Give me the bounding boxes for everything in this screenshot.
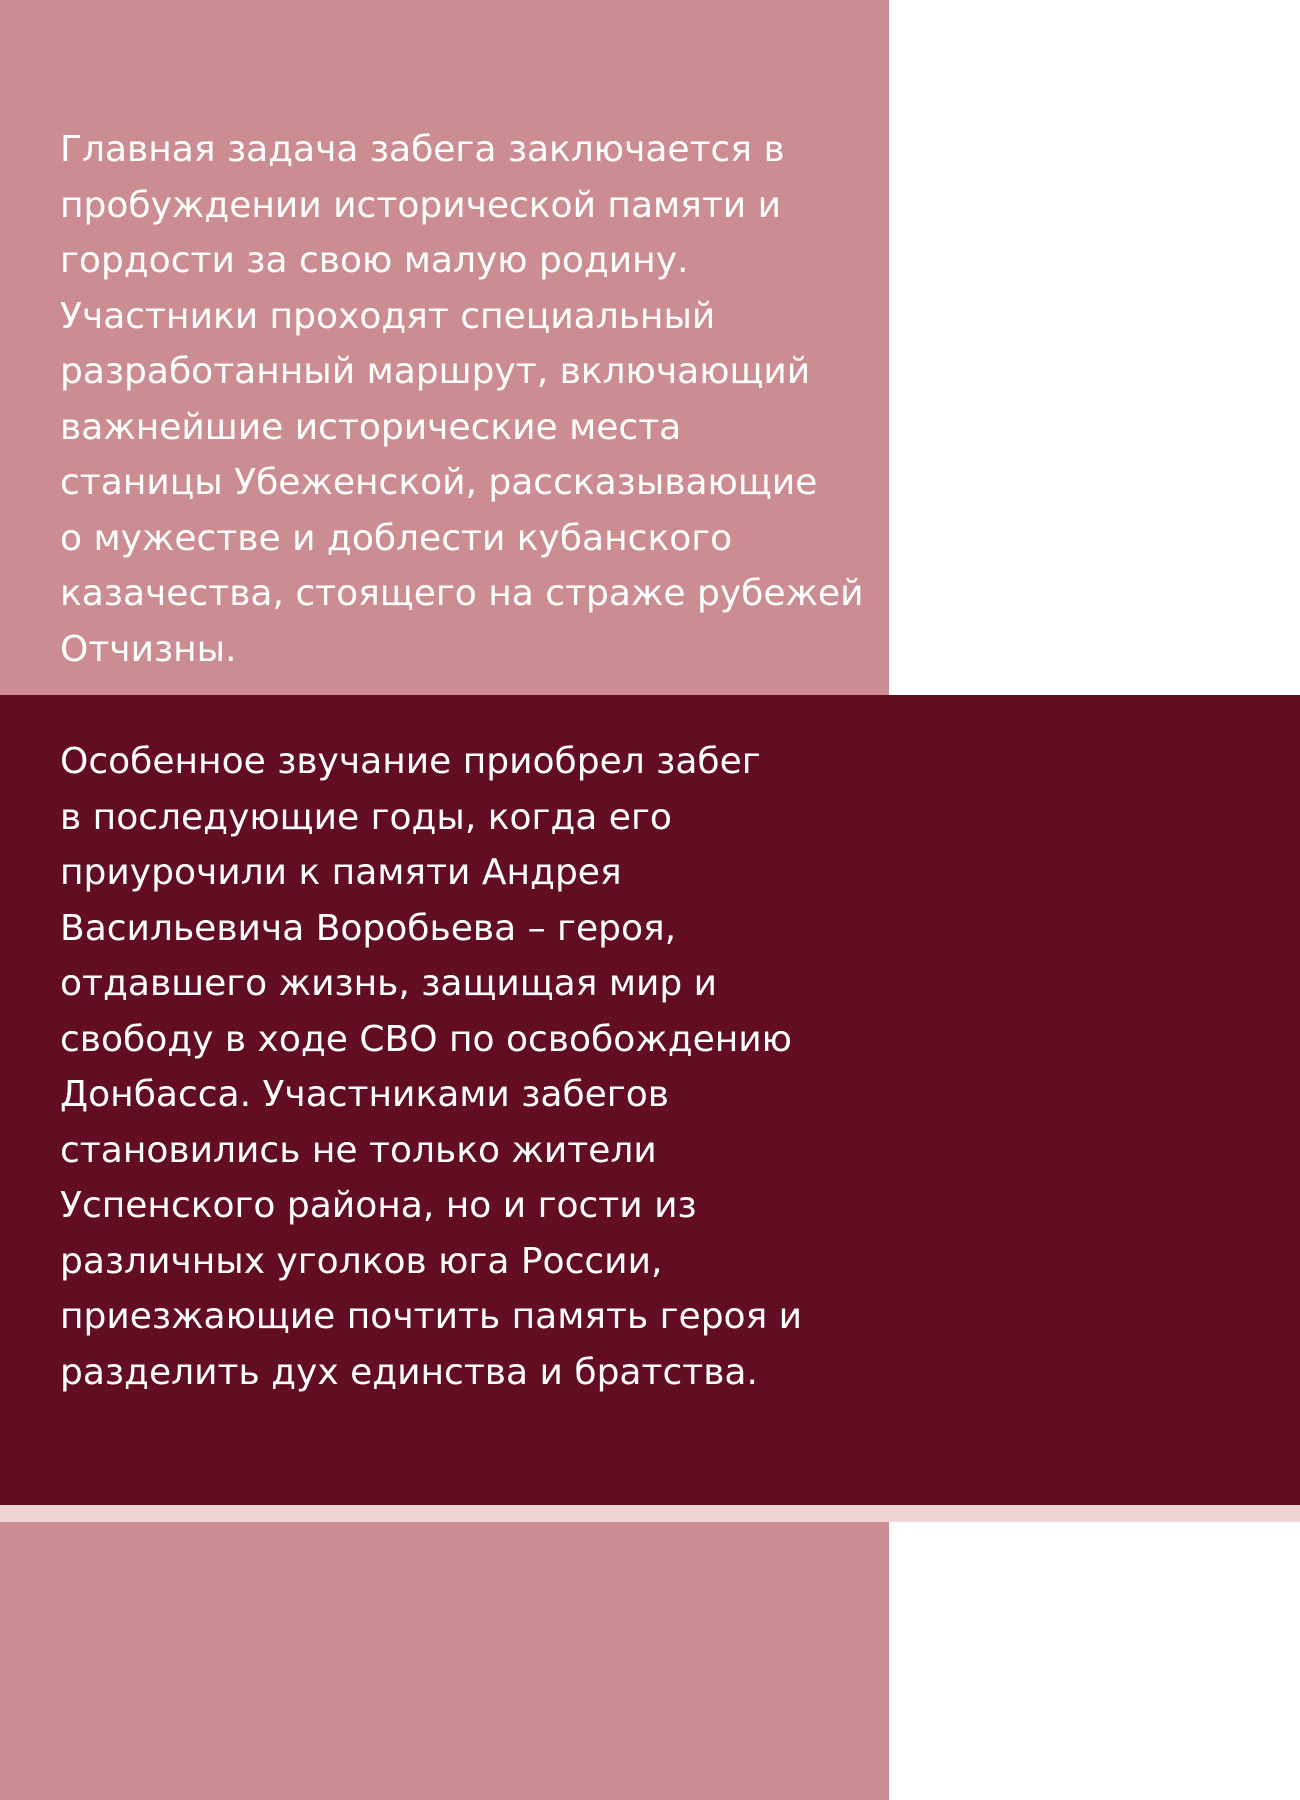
- text-line: приурочили к памяти Андрея: [60, 852, 622, 893]
- text-line: Участники проходят специальный: [60, 295, 716, 337]
- paragraph-hero-memory: [60, 734, 802, 1400]
- text-line: Особенное звучание приобрел забег: [60, 741, 761, 782]
- text-line: о мужестве и доблести кубанского: [60, 517, 733, 559]
- text-line: в последующие годы, когда его: [60, 796, 672, 838]
- text-line: Успенского района, но и гости из: [60, 1185, 697, 1226]
- top-light-panel: [0, 0, 889, 695]
- text-line: свободу в ходе СВО по освобождению: [60, 1018, 792, 1060]
- text-line: приезжающие почтить память героя и: [60, 1296, 803, 1337]
- text-line: разделить дух единства и братства.: [60, 1351, 758, 1393]
- text-line: различных уголков юга России,: [60, 1240, 663, 1282]
- text-line: Главная задача забега заключается в: [60, 129, 785, 170]
- text-line: пробуждении исторической памяти и: [60, 184, 782, 226]
- text-line: станицы Убеженской, рассказывающие: [60, 462, 818, 503]
- text-line: Донбасса. Участниками забегов: [60, 1074, 669, 1115]
- divider-stripe: [0, 1505, 1300, 1522]
- text-line: Отчизны.: [60, 628, 237, 670]
- paragraph-run-route: [60, 122, 863, 677]
- text-line: отдавшего жизнь, защищая мир и: [60, 963, 718, 1004]
- text-line: важнейшие исторические места: [60, 406, 682, 448]
- text-line: гордости за свою малую родину.: [60, 240, 689, 281]
- text-line: казачества, стоящего на страже рубежей: [60, 573, 864, 614]
- text-line: Васильевича Воробьева – героя,: [60, 907, 677, 949]
- text-line: становились не только жители: [60, 1129, 657, 1171]
- bottom-light-panel: [0, 1522, 889, 1800]
- text-line: разработанный маршрут, включающий: [60, 351, 811, 392]
